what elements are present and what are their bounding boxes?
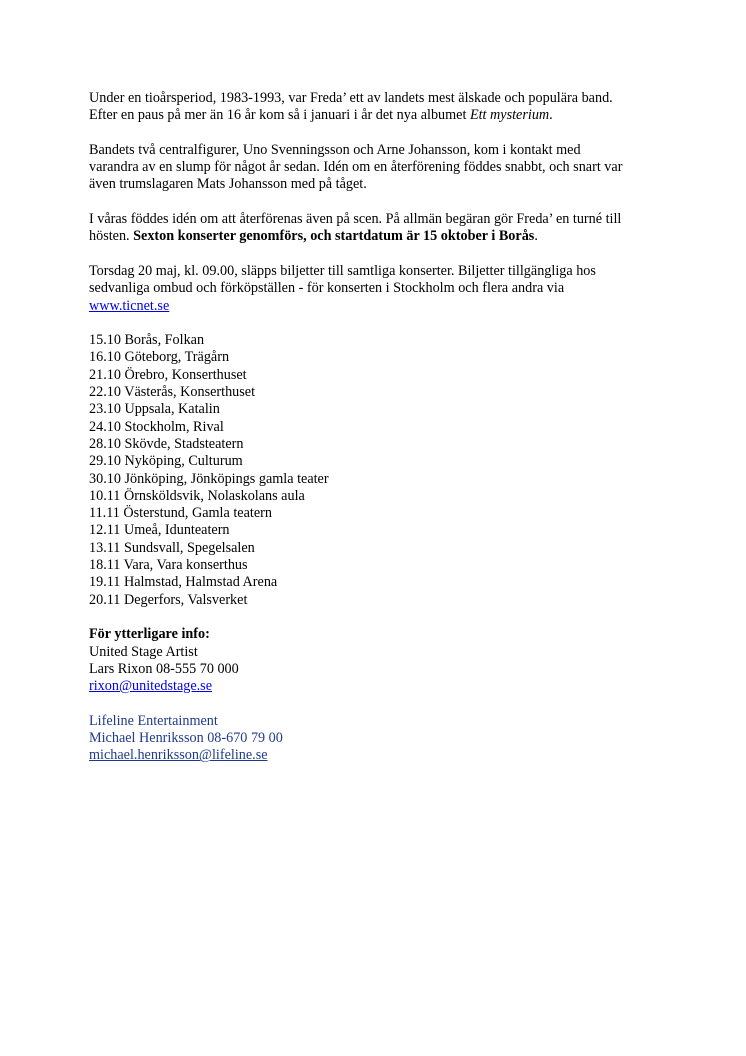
tour-line-2 — [89, 228, 669, 245]
concert-item: 13.11 Sundsvall, Spegelsalen — [89, 539, 255, 556]
tour-highlight: Sexton konserter genomförs, och startdatum är 15 oktober i Borås — [133, 228, 535, 245]
band-line-2: varandra av en slump för något år sedan. Idén om en återförening föddes snabbt, och snart var — [89, 159, 623, 176]
concert-item: 11.11 Österstund, Gamla teatern — [89, 505, 272, 522]
info-email-link[interactable]: rixon@unitedstage.se — [89, 678, 212, 695]
concert-item: 28.10 Skövde, Stadsteatern — [89, 435, 244, 452]
concert-item: 16.10 Göteborg, Trägårn — [89, 349, 230, 366]
intro-line-2-prefix: Efter en paus på mer än 16 år kom så i januari i år det nya albumet — [89, 107, 470, 124]
band-paragraph — [89, 142, 669, 194]
info-company: United Stage Artist — [89, 643, 198, 660]
lifeline-email-link[interactable]: michael.henriksson@lifeline.se — [89, 747, 268, 764]
intro-paragraph — [89, 90, 669, 125]
info-block — [89, 626, 669, 695]
band-line-3: även trumslagaren Mats Johansson med på tåget. — [89, 176, 367, 193]
lifeline-block — [89, 713, 669, 765]
lifeline-contact: Michael Henriksson 08-670 79 00 — [89, 729, 283, 746]
tickets-line-1: Torsdag 20 maj, kl. 09.00, släpps biljetter till samtliga konserter. Biljetter tillgängliga hos — [89, 262, 596, 279]
tickets-line-2: sedvanliga ombud och förköpställen - för konserten i Stockholm och flera andra via — [89, 280, 565, 297]
intro-line-1: Under en tioårsperiod, 1983-1993, var Freda’ ett av landets mest älskade och populära band. — [89, 90, 613, 106]
album-title: Ett mysterium — [469, 107, 550, 124]
tour-line-2-prefix: hösten. — [89, 228, 134, 245]
concert-item: 22.10 Västerås, Konserthuset — [89, 384, 256, 401]
band-line-1: Bandets två centralfigurer, Uno Svenningsson och Arne Johansson, kom i kontakt med — [89, 141, 581, 158]
concert-item: 21.10 Örebro, Konserthuset — [89, 366, 247, 383]
info-contact: Lars Rixon 08-555 70 000 — [89, 660, 239, 677]
tickets-paragraph — [89, 263, 669, 315]
concert-item: 10.11 Örnsköldsvik, Nolaskolans aula — [89, 487, 305, 504]
concert-item: 15.10 Borås, Folkan — [89, 332, 205, 349]
concert-item: 29.10 Nyköping, Culturum — [89, 453, 243, 470]
info-heading: För ytterligare info: — [89, 626, 210, 643]
lifeline-email-line — [89, 747, 669, 764]
tickets-link-line — [89, 298, 669, 315]
concert-item: 12.11 Umeå, Idunteatern — [89, 522, 230, 539]
concert-list — [89, 332, 669, 609]
concert-item: 20.11 Degerfors, Valsverket — [89, 591, 248, 608]
concert-item: 30.10 Jönköping, Jönköpings gamla teater — [89, 470, 329, 487]
intro-line-2 — [89, 107, 669, 124]
ticnet-link[interactable]: www.ticnet.se — [89, 297, 170, 314]
intro-line-2-suffix: . — [549, 107, 553, 124]
tour-line-1: I våras föddes idén om att återförenas även på scen. På allmän begäran gör Freda’ en turné till — [89, 211, 622, 228]
concert-item: 23.10 Uppsala, Katalin — [89, 401, 220, 418]
concert-item: 18.11 Vara, Vara konserthus — [89, 557, 248, 574]
lifeline-company: Lifeline Entertainment — [89, 712, 218, 729]
concert-item: 19.11 Halmstad, Halmstad Arena — [89, 574, 278, 591]
info-email-line — [89, 678, 669, 695]
tour-line-2-suffix: . — [534, 228, 538, 245]
document-content — [89, 90, 669, 782]
tour-paragraph — [89, 211, 669, 246]
concert-item: 24.10 Stockholm, Rival — [89, 418, 224, 435]
